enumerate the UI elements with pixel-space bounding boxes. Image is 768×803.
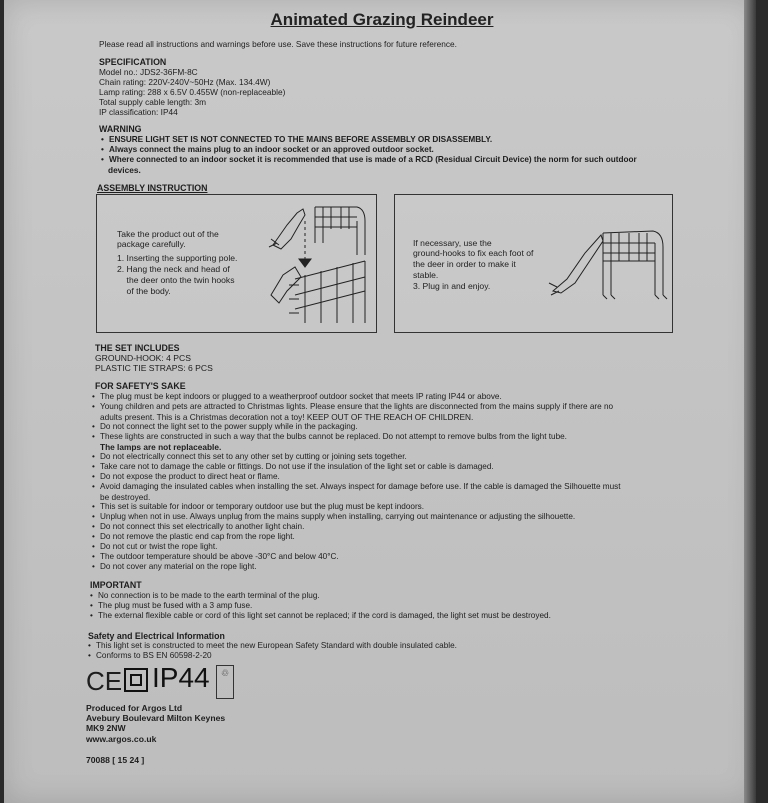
important-item: • The external flexible cable or cord of this light set cannot be replaced; if the cord is damaged, the light set must be destroyed. <box>88 611 551 621</box>
specification-heading: SPECIFICATION <box>99 57 167 67</box>
assembly-text: the deer onto the twin hooks <box>117 275 235 285</box>
safety-list <box>90 452 621 492</box>
box-edge <box>744 0 756 803</box>
reindeer-complete-diagram <box>545 221 669 305</box>
safety-list <box>90 422 567 442</box>
safety-item: • Do not connect this set electrically to another light chain. <box>90 522 575 532</box>
safety-item-continued <box>100 412 473 422</box>
assembly-text: 1. Inserting the supporting pole. <box>117 253 238 263</box>
electrical-item: • This light set is constructed to meet the new European Safety Standard with double insulated cable. <box>86 641 457 651</box>
safety-item: • This set is suitable for indoor or temporary outdoor use but the plug must be kept indoors. <box>90 502 575 512</box>
producer-line: Produced for Argos Ltd <box>86 703 183 713</box>
assembly-text: the deer in order to make it <box>413 259 516 269</box>
spec-line: Model no.: JDS2-36FM-8C <box>99 67 198 77</box>
safety-item: • The outdoor temperature should be above -30°C and below 40°C. <box>90 552 575 562</box>
spec-line: IP classification: IP44 <box>99 107 178 117</box>
warning-item: • Where connected to an indoor socket it is recommended that use is made of a RCD (Residual Circuit Device) the norm for such outdoor <box>99 155 637 165</box>
product-code: 70088 [ 15 24 ] <box>86 755 145 765</box>
reindeer-assembly-diagram <box>265 199 373 329</box>
safety-item: • Do not expose the product to direct heat or flame. <box>90 472 621 482</box>
important-heading: IMPORTANT <box>90 580 142 590</box>
warning-item: • Always connect the mains plug to an indoor socket or an approved outdoor socket. <box>99 145 637 155</box>
warning-item-continued: devices. <box>108 165 141 175</box>
assembly-text: If necessary, use the <box>413 238 492 248</box>
spec-line: Total supply cable length: 3m <box>99 97 207 107</box>
intro-text: Please read all instructions and warnings before use. Save these instructions for future reference. <box>99 39 457 49</box>
assembly-text: 3. Plug in and enjoy. <box>413 281 491 291</box>
safety-item: • Do not remove the plastic end cap from the rope light. <box>90 532 575 542</box>
page-title: Animated Grazing Reindeer <box>270 10 494 29</box>
safety-item: • Do not cover any material on the rope light. <box>90 562 575 572</box>
assembly-text: of the body. <box>117 286 171 296</box>
assembly-step-box-1 <box>96 194 377 333</box>
instruction-sheet <box>4 0 756 803</box>
safety-item-continued: The lamps are not replaceable. <box>100 442 222 452</box>
safety-heading: FOR SAFETY'S SAKE <box>95 381 186 391</box>
safety-list <box>90 392 613 412</box>
warning-item: • ENSURE LIGHT SET IS NOT CONNECTED TO THE MAINS BEFORE ASSEMBLY OR DISASSEMBLY. <box>99 135 637 145</box>
set-includes-line: GROUND-HOOK: 4 PCS <box>95 353 191 363</box>
assembly-text: stable. <box>413 270 439 280</box>
ce-mark: CE <box>86 666 123 696</box>
electrical-item: • Conforms to BS EN 60598-2-20 <box>86 651 457 661</box>
assembly-text: ground-hooks to fix each foot of <box>413 248 534 258</box>
safety-list <box>90 502 575 572</box>
producer-line: MK9 2NW <box>86 723 126 733</box>
safety-item: • Young children and pets are attracted to Christmas lights. Please ensure that the lights are disconnected from the mains supply if there are no <box>90 402 613 412</box>
safety-item: • Do not cut or twist the rope light. <box>90 542 575 552</box>
safety-item: • These lights are constructed in such a way that the bulbs cannot be replaced. Do not attempt to remove bulbs from the light tube. <box>90 432 567 442</box>
assembly-text: Take the product out of the <box>117 229 219 239</box>
safety-item: • Do not electrically connect this set to any other set by cutting or joining sets together. <box>90 452 621 462</box>
assembly-heading: ASSEMBLY INSTRUCTION <box>97 183 208 193</box>
set-includes-line: PLASTIC TIE STRAPS: 6 PCS <box>95 363 213 373</box>
assembly-text: 2. Hang the neck and head of <box>117 264 230 274</box>
recycle-icon: ♲ <box>216 665 234 699</box>
spec-line: Chain rating: 220V-240V~50Hz (Max. 134.4W) <box>99 77 271 87</box>
safety-item: • The plug must be kept indoors or plugged to a weatherproof outdoor socket that meets IP rating IP44 or above. <box>90 392 613 402</box>
warning-list <box>99 135 637 165</box>
double-insulation-icon <box>124 668 148 692</box>
warning-heading: WARNING <box>99 124 142 134</box>
electrical-heading: Safety and Electrical Information <box>88 631 225 641</box>
safety-item: • Unplug when not in use. Always unplug from the mains supply when installing, carrying out maintenance or adjusting the silhouette. <box>90 512 575 522</box>
safety-text: adults present. This is a Christmas decoration not a toy! KEEP OUT OF THE REACH OF CHILDREN. <box>100 412 474 422</box>
safety-item-continued: be destroyed. <box>100 492 151 502</box>
important-item: • No connection is to be made to the earth terminal of the plug. <box>88 591 551 601</box>
safety-item: • Take care not to damage the cable or fittings. Do not use if the insulation of the light set or cable is damaged. <box>90 462 621 472</box>
assembly-step-box-2 <box>394 194 673 333</box>
producer-line: Avebury Boulevard Milton Keynes <box>86 713 226 723</box>
important-list <box>88 591 551 621</box>
producer-website: www.argos.co.uk <box>86 734 157 744</box>
safety-item: • Do not connect the light set to the power supply while in the packaging. <box>90 422 567 432</box>
set-includes-heading: THE SET INCLUDES <box>95 343 180 353</box>
safety-item: • Avoid damaging the insulated cables when installing the set. Always inspect for damage before use. If the cable is damaged the Silhouette must <box>90 482 621 492</box>
electrical-list <box>86 641 457 661</box>
spec-line: Lamp rating: 288 x 6.5V 0.455W (non-replaceable) <box>99 87 286 97</box>
assembly-text: package carefully. <box>117 239 186 249</box>
ip-rating: IP44 <box>152 662 210 693</box>
important-item: • The plug must be fused with a 3 amp fuse. <box>88 601 551 611</box>
